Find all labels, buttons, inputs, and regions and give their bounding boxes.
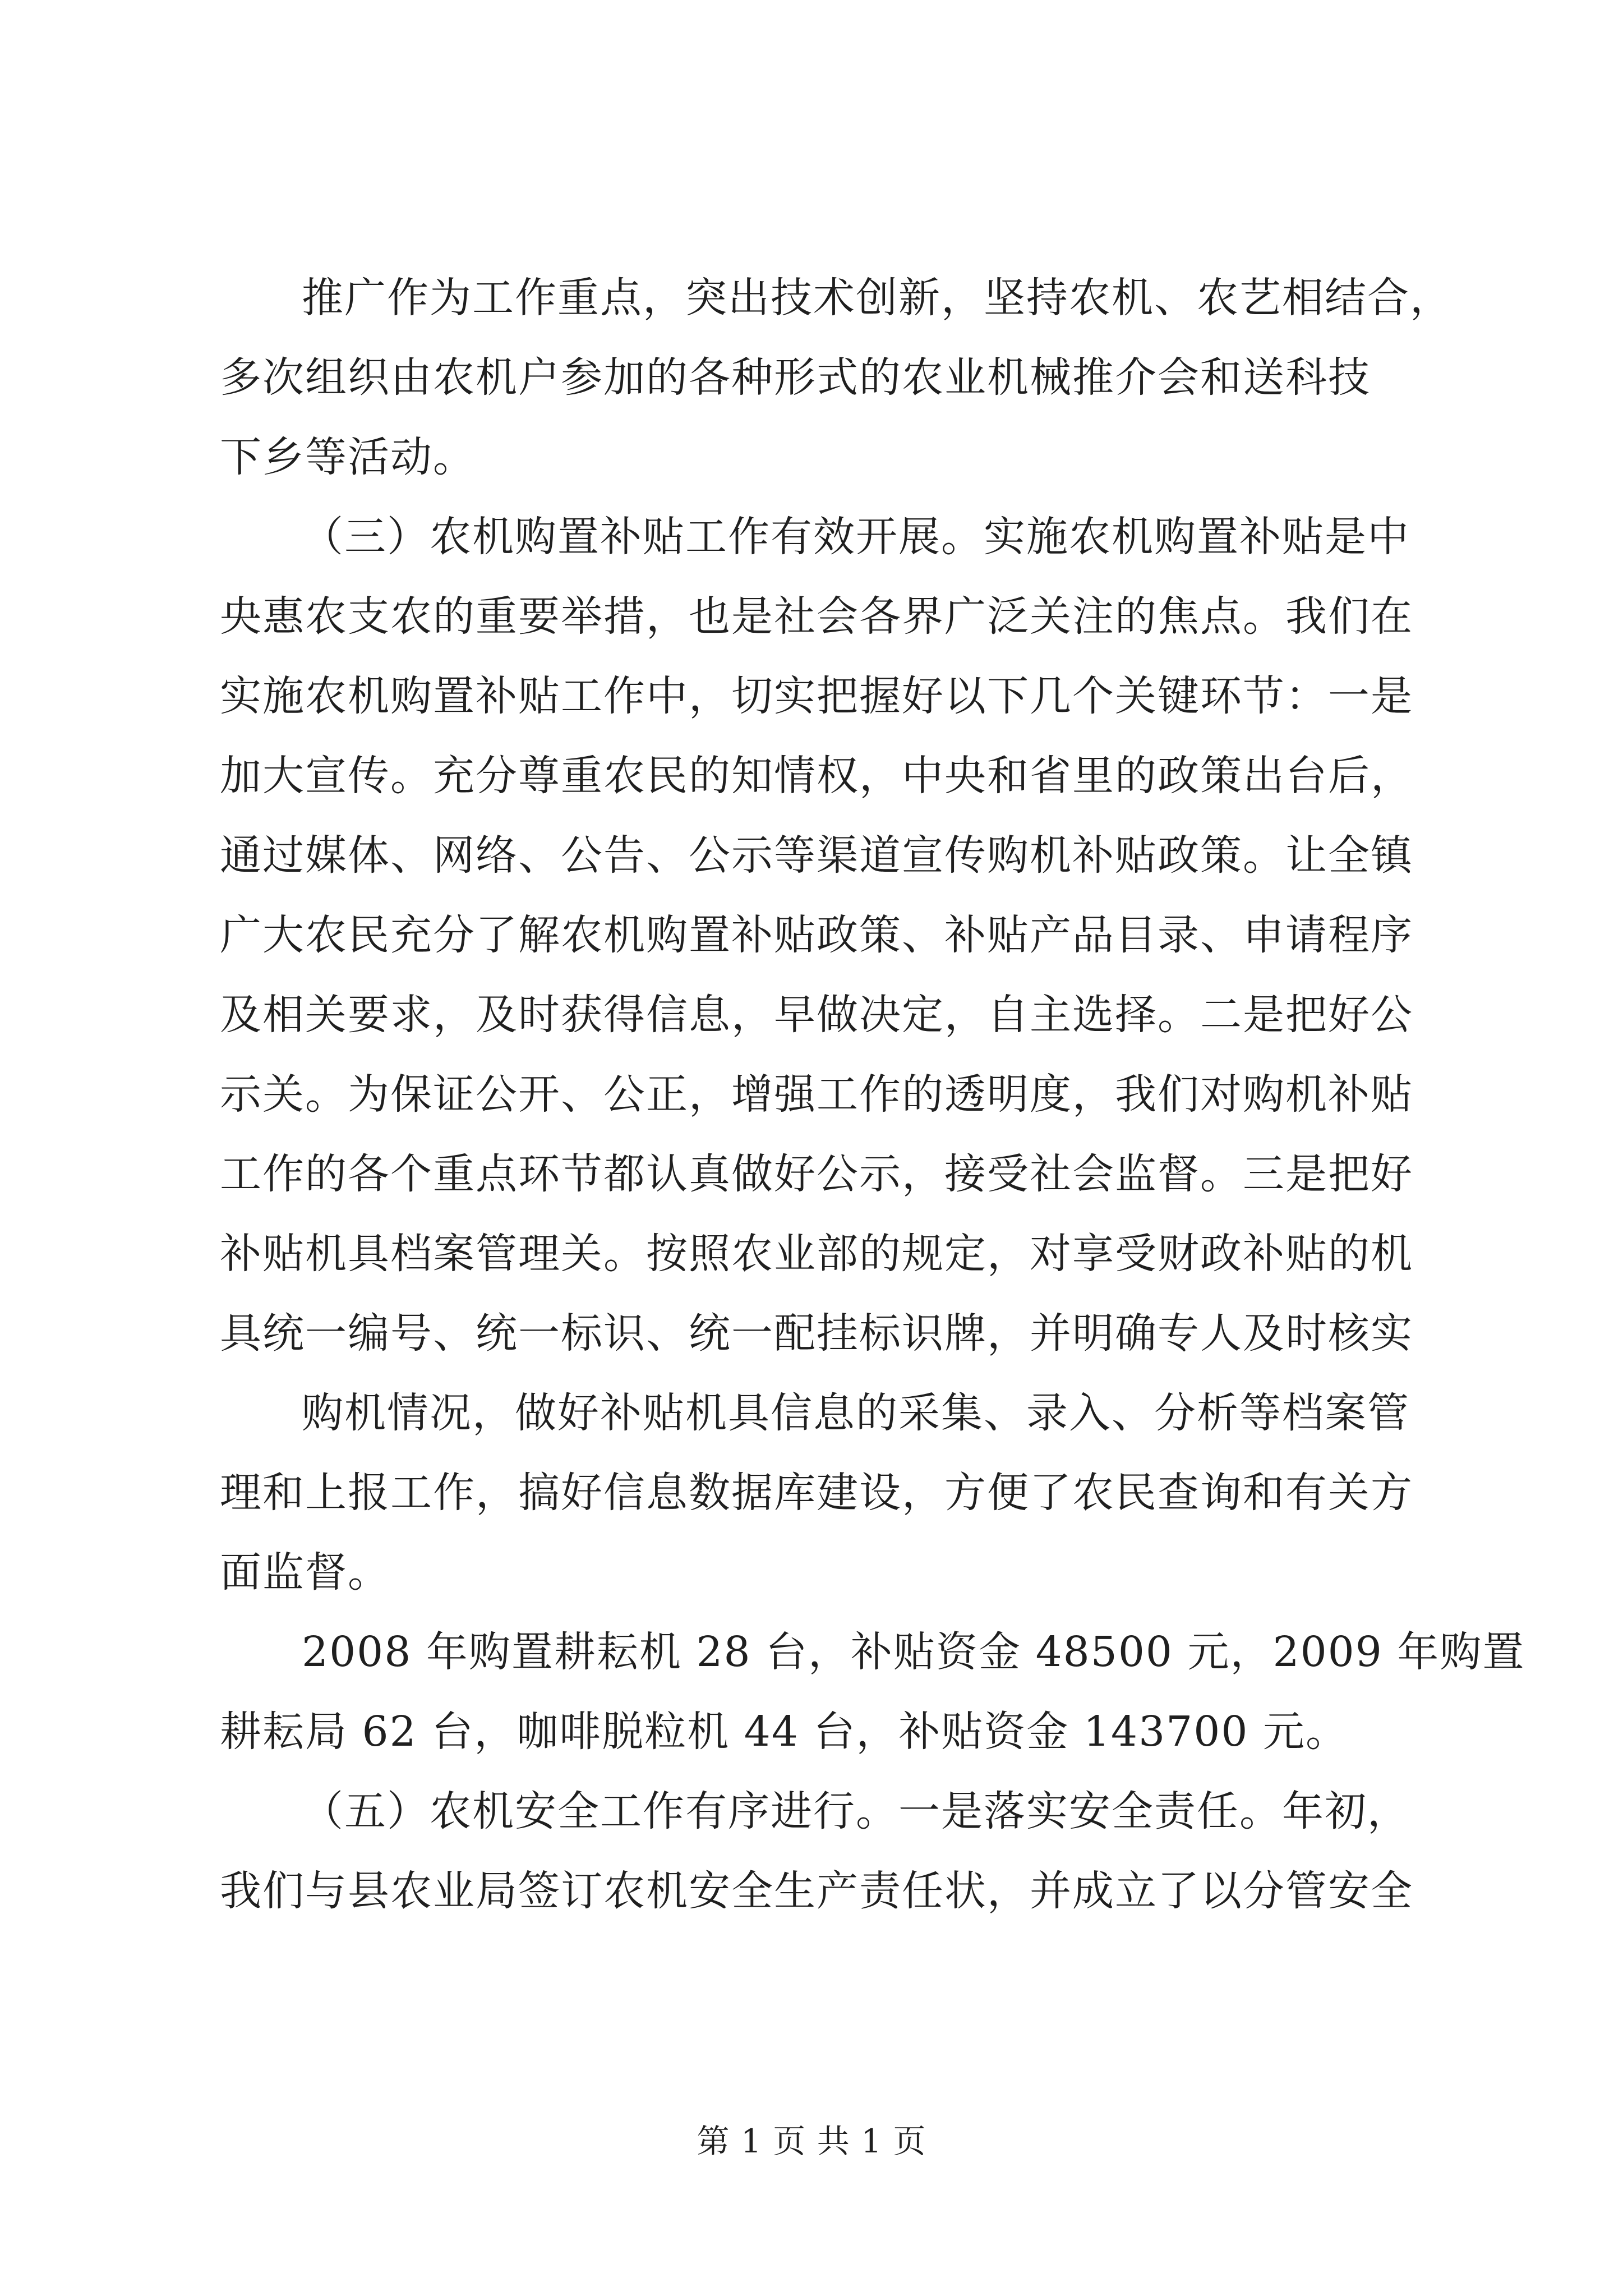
- body-line: 2008 年购置耕耘机 28 台，补贴资金 48500 元，2009 年购置: [302, 1628, 1525, 1676]
- body-line: 下乡等活动。: [220, 433, 476, 481]
- body-line: 加大宣传。充分尊重农民的知情权，中央和省里的政策出台后，: [220, 752, 1413, 800]
- body-line: 我们与县农业局签订农机安全生产责任状，并成立了以分管安全: [220, 1867, 1413, 1915]
- body-line: 购机情况，做好补贴机具信息的采集、录入、分析等档案管: [302, 1389, 1410, 1437]
- body-line: 广大农民充分了解农机购置补贴政策、补贴产品目录、申请程序: [220, 911, 1413, 959]
- page-footer: 第 1 页 共 1 页: [697, 2122, 926, 2160]
- body-line: 通过媒体、网络、公告、公示等渠道宣传购机补贴政策。让全镇: [220, 831, 1413, 880]
- body-line: 示关。为保证公开、公正，增强工作的透明度，我们对购机补贴: [220, 1070, 1413, 1119]
- body-line: 补贴机具档案管理关。按照农业部的规定，对享受财政补贴的机: [220, 1230, 1413, 1278]
- body-line: 央惠农支农的重要举措，也是社会各界广泛关注的焦点。我们在: [220, 592, 1413, 641]
- section-heading-line: （五）农机安全工作有序进行。一是落实安全责任。年初，: [302, 1787, 1410, 1835]
- body-line: 推广作为工作重点，突出技术创新，坚持农机、农艺相结合，: [302, 274, 1453, 322]
- body-line: 实施农机购置补贴工作中，切实把握好以下几个关键环节：一是: [220, 672, 1413, 720]
- body-line: 及相关要求，及时获得信息，早做决定，自主选择。二是把好公: [220, 991, 1413, 1039]
- body-line: 多次组织由农机户参加的各种形式的农业机械推介会和送科技: [220, 353, 1371, 402]
- body-line: 面监督。: [220, 1548, 390, 1596]
- body-line: 具统一编号、统一标识、统一配挂标识牌，并明确专人及时核实: [220, 1309, 1413, 1358]
- document-body: [220, 258, 1525, 1931]
- body-line: 耕耘局 62 台，咖啡脱粒机 44 台，补贴资金 143700 元。: [220, 1708, 1348, 1756]
- section-heading-line: （三）农机购置补贴工作有效开展。实施农机购置补贴是中: [302, 513, 1410, 561]
- body-line: 工作的各个重点环节都认真做好公示，接受社会监督。三是把好: [220, 1150, 1413, 1198]
- body-line: 理和上报工作，搞好信息数据库建设，方便了农民查询和有关方: [220, 1469, 1413, 1517]
